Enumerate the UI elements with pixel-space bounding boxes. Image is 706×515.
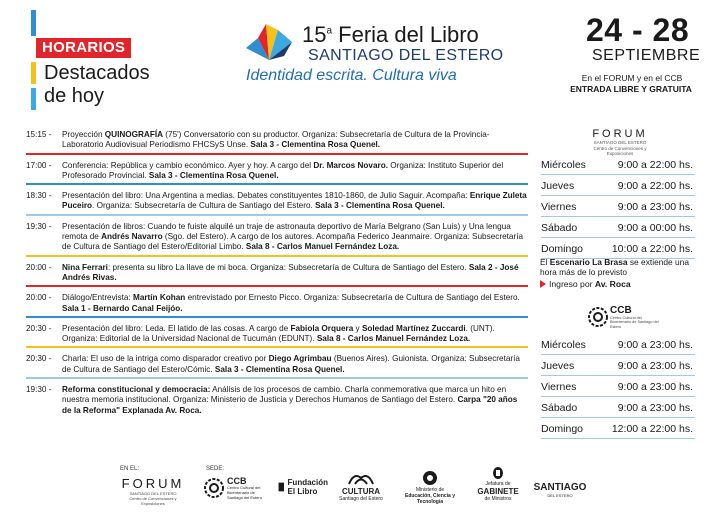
event-description	[62, 385, 528, 416]
day-label: Sábado	[541, 222, 578, 234]
table-row	[541, 175, 695, 196]
footer-fundacion-logo	[278, 478, 328, 496]
footer-en-el-label: EN EL:	[120, 466, 140, 472]
highlight: Fabiola Orquera	[290, 323, 354, 333]
venue-text: En el FORUM y en el CCB	[581, 73, 683, 83]
hours-value: 9:00 a 23:00 hs.	[617, 381, 693, 393]
ccb-emblem-icon	[588, 307, 608, 327]
event-time: 17:00 -	[26, 160, 52, 170]
event-time: 20:00 -	[26, 262, 52, 272]
day-label: Sábado	[541, 402, 578, 414]
event-item	[26, 321, 528, 352]
forum-logo-sub2: Centro de Convenciones y Exposiciones	[593, 145, 647, 156]
footer-sede-label: SEDE:	[206, 466, 225, 472]
table-row	[541, 355, 695, 376]
event-location: Sala 3 - Clementina Rosa Quenel.	[315, 201, 445, 211]
ccb-logo-text: CCB	[610, 305, 632, 316]
text: Conferencia: República y cambio económico. Ayer y hoy. A cargo del	[62, 160, 314, 170]
cultura-line1: CULTURA	[341, 487, 381, 496]
text: Organiza: Instituto Superior del Profesorado Provincial.	[62, 160, 504, 180]
day-label: Miércoles	[541, 339, 586, 351]
footer-jefatura-logo	[470, 466, 526, 502]
footer-forum-text: FORUM	[121, 476, 185, 491]
footer-ccb-logo	[204, 476, 274, 500]
table-row	[541, 376, 695, 397]
ministerio-line2: Educación, Ciencia y Tecnología	[404, 493, 456, 505]
table-row	[541, 418, 695, 439]
text: Presentación del libro: Una Argentina a medias. Debates constituyentes 1810-1860, de Julio Saguir. Acompaña:	[62, 191, 470, 201]
hours-value: 9:00 a 22:00 hs.	[617, 159, 693, 171]
event-location: Carpa "20 años de la Reforma" Explanada Av. Roca.	[62, 395, 518, 415]
footer-ccb-sub: Centro Cultural del Bicentenario de Santiago del Estero	[227, 485, 262, 500]
hours-value: 9:00 a 23:00 hs.	[617, 360, 693, 372]
text: entrevistado por Ernesto Picco. Organiza: Subsecretaría de Cultura de Santiago del Estero.	[185, 293, 520, 303]
hours-value: 9:00 a 23:00 hs.	[617, 402, 693, 414]
event-description	[62, 222, 528, 253]
text: Proyección	[62, 130, 105, 139]
hours-value: 9:00 a 00:00 hs.	[617, 222, 693, 234]
edition-number: 15	[302, 22, 327, 47]
entrance-info	[540, 279, 631, 289]
book-logo-icon	[244, 20, 294, 66]
edition-sup: a	[326, 25, 333, 37]
text: (75') Conversatorio con su productor. Organiza: Subsecretaría de Cultura de la Provincia- Laboratorio Audiovisual Periodismo FHCSyS Unse.	[62, 130, 490, 150]
separator	[26, 214, 528, 216]
day-label: Domingo	[541, 243, 584, 255]
highlight: Escenario La Brasa	[549, 257, 628, 267]
cultura-line2: Santiago del Estero	[339, 496, 383, 502]
accent-bar-blue	[31, 10, 36, 36]
arrow-right-icon	[540, 280, 546, 288]
forum-logo	[580, 128, 660, 157]
event-location: Sala 3 - Clementina Rosa Quenel.	[148, 170, 279, 180]
text: Análisis de los procesos de cambio. Charla conmemorativa que marca un hito en nuestra memoria institucional. Organiza: Ministerio de Justicia y Derechos Humanos de Santiago del Estero.	[62, 385, 507, 405]
event-location: Sala 2 - José Andrés Rivas.	[62, 262, 519, 282]
footer-ministerio-logo	[392, 470, 468, 505]
table-row	[541, 334, 695, 355]
highlight: Dr. Marcos Novaro.	[313, 160, 388, 170]
text: Presentación del libro: Leda. El latido de las cosas. A cargo de	[62, 323, 291, 333]
day-label: Domingo	[541, 423, 584, 435]
event-description	[62, 191, 528, 212]
ccb-schedule-table	[541, 334, 695, 439]
text: Charla: El uso de la intriga como disparador creativo por	[62, 354, 269, 364]
accent-bar-cyan	[31, 88, 36, 110]
highlight: Nina Ferrari	[62, 262, 108, 272]
table-row	[541, 217, 695, 238]
separator	[26, 377, 528, 379]
day-label: Jueves	[541, 180, 575, 192]
tagline: Identidad escrita. Cultura viva	[246, 67, 457, 84]
separator	[26, 153, 528, 155]
hours-value: 12:00 a 22:00 hs.	[611, 423, 693, 435]
entry-text: ENTRADA LIBRE Y GRATUITA	[570, 84, 692, 94]
text: El	[540, 257, 550, 267]
event-item	[26, 219, 528, 260]
coat-of-arms-icon	[491, 466, 505, 480]
text: . Organiza: Subsecretaría de Cultura de Santiago del Estero.	[92, 201, 316, 211]
fair-name: Feria del Libro	[332, 22, 479, 47]
text: Diálogo/Entrevista:	[62, 293, 133, 303]
table-row	[541, 154, 695, 175]
event-description	[62, 324, 528, 345]
event-description	[62, 263, 528, 284]
ccb-logo-sub: Centro Cultural del Bicentenario de Santiago del Estero	[610, 316, 659, 329]
table-row	[541, 397, 695, 418]
footer-cultura-logo	[338, 470, 384, 502]
event-time: 18:30 -	[26, 191, 52, 201]
highlight: QUINOGRAFÍA	[104, 130, 164, 139]
event-location: Sala 3 - Clementina Rosa Quenel.	[250, 140, 381, 150]
highlight: Diego Agrimbau	[268, 354, 332, 364]
text: Presentación de libros: Cuando te fuiste alquilé un traje de astronauta deportivo de María Belgrano (San Luis) y Una lengua remota de	[62, 221, 511, 242]
stage-note	[540, 258, 698, 277]
event-time: 20:30 -	[26, 354, 52, 364]
horarios-badge: HORARIOS	[36, 38, 131, 58]
schedule-list	[26, 127, 528, 419]
footer-forum-sub2: Centro de Convenciones y Exposiciones	[129, 496, 177, 506]
day-label: Viernes	[541, 381, 577, 393]
footer-ccb-emblem-icon	[204, 478, 224, 498]
separator	[26, 316, 528, 318]
event-item	[26, 382, 528, 419]
separator	[26, 285, 528, 287]
event-item	[26, 188, 528, 219]
event-location: Sala 8 - Carlos Manuel Fernández Loza.	[245, 242, 400, 252]
footer-forum-sub: SANTIAGO DEL ESTERO	[129, 491, 177, 496]
event-location: Sala 8 - Carlos Manuel Fernández Loza.	[316, 334, 471, 344]
forum-schedule-table	[541, 154, 695, 259]
fundacion-line1: Fundación	[287, 478, 328, 487]
highlight: Reforma constitucional y democracia:	[62, 385, 211, 395]
event-description	[62, 130, 528, 151]
table-row	[541, 238, 695, 259]
text: : presenta su libro La llave de mi boca. Organiza: Subsecretaría de Cultura de Santiago del Estero.	[107, 262, 469, 272]
footer-santiago-logo	[530, 482, 590, 499]
highlight: Enrique Zuleta Puceiro	[62, 191, 527, 211]
jefatura-line3: de Ministros	[484, 496, 512, 502]
hours-value: 9:00 a 22:00 hs.	[617, 180, 693, 192]
event-item	[26, 260, 528, 291]
event-time: 15:15 -	[26, 130, 52, 139]
separator	[26, 183, 528, 185]
separator	[26, 255, 528, 257]
hours-value: 9:00 a 23:00 hs.	[617, 201, 693, 213]
ccb-logo	[588, 305, 668, 329]
day-label: Viernes	[541, 201, 577, 213]
text: . (UNT). Organiza: Editorial de la Universidad Nacional de Tucumán (EDUNT).	[62, 323, 495, 344]
ministerio-emblem-icon	[421, 470, 439, 486]
highlight: Martín Kohan	[133, 293, 186, 303]
footer-ccb-text: CCB	[227, 476, 247, 486]
day-label: Miércoles	[541, 159, 586, 171]
highlight: Soledad Martínez Zuccardi	[361, 323, 466, 333]
event-item	[26, 290, 528, 321]
highlight: Av. Roca	[594, 279, 631, 289]
fundacion-book-icon	[278, 478, 285, 496]
text: se extiende una hora más de lo previsto	[540, 257, 689, 277]
text: (Sgo. del Estero). A cargo de los autores. Acompaña Federico Jeanmaire. Organiza: Subsecretaría de Cultura de Santiago del Estero/Editorial Limbo.	[62, 232, 524, 252]
event-description	[62, 354, 528, 375]
event-item	[26, 351, 528, 382]
event-time: 20:00 -	[26, 293, 52, 303]
hours-value: 9:00 a 23:00 hs.	[617, 339, 693, 351]
jefatura-line1: Jefatura de	[485, 481, 511, 487]
highlight: Andrés Navarro	[101, 232, 163, 242]
event-location: Sala 1 - Bernardo Canal Feijóo.	[62, 303, 183, 313]
event-time: 19:30 -	[26, 221, 52, 231]
heading-line-2: de hoy	[44, 85, 105, 107]
event-item	[26, 127, 528, 158]
page-heading	[44, 62, 150, 108]
day-label: Jueves	[541, 360, 575, 372]
event-location: Sala 3 - Clementina Rosa Quenel.	[214, 364, 345, 374]
event-time: 20:30 -	[26, 323, 52, 333]
santiago-text: SANTIAGO	[533, 482, 587, 493]
cultura-emblem-icon	[347, 470, 375, 486]
accent-bar-yellow	[31, 62, 36, 84]
fundacion-line2: El Libro	[287, 487, 318, 496]
text: Ingreso por	[549, 279, 595, 289]
text: (Buenos Aires). Guionista. Organiza: Subsecretaría de Cultura de Santiago del Estero/Cómic.	[62, 354, 520, 374]
footer-forum-logo	[118, 476, 188, 506]
forum-logo-sub: SANTIAGO DEL ESTERO	[593, 140, 647, 145]
event-item	[26, 158, 528, 189]
table-row	[541, 196, 695, 217]
city-name: SANTIAGO DEL ESTERO	[308, 47, 504, 64]
jefatura-line2: GABINETE	[477, 487, 519, 496]
fair-title	[302, 22, 479, 48]
event-time: 19:30 -	[26, 385, 52, 395]
hours-value: 10:00 a 22:00 hs.	[611, 243, 693, 255]
fair-dates: 24 - 28	[586, 12, 690, 48]
event-description	[62, 161, 528, 182]
text: y	[353, 323, 362, 333]
santiago-sub: DEL ESTERO	[547, 493, 573, 498]
separator	[26, 346, 528, 348]
forum-logo-text: FORUM	[592, 128, 648, 140]
fair-month: SEPTIEMBRE	[592, 47, 701, 64]
event-description	[62, 293, 528, 314]
ministerio-line1: Ministerio de	[415, 487, 445, 493]
heading-line-1: Destacados	[44, 62, 150, 84]
